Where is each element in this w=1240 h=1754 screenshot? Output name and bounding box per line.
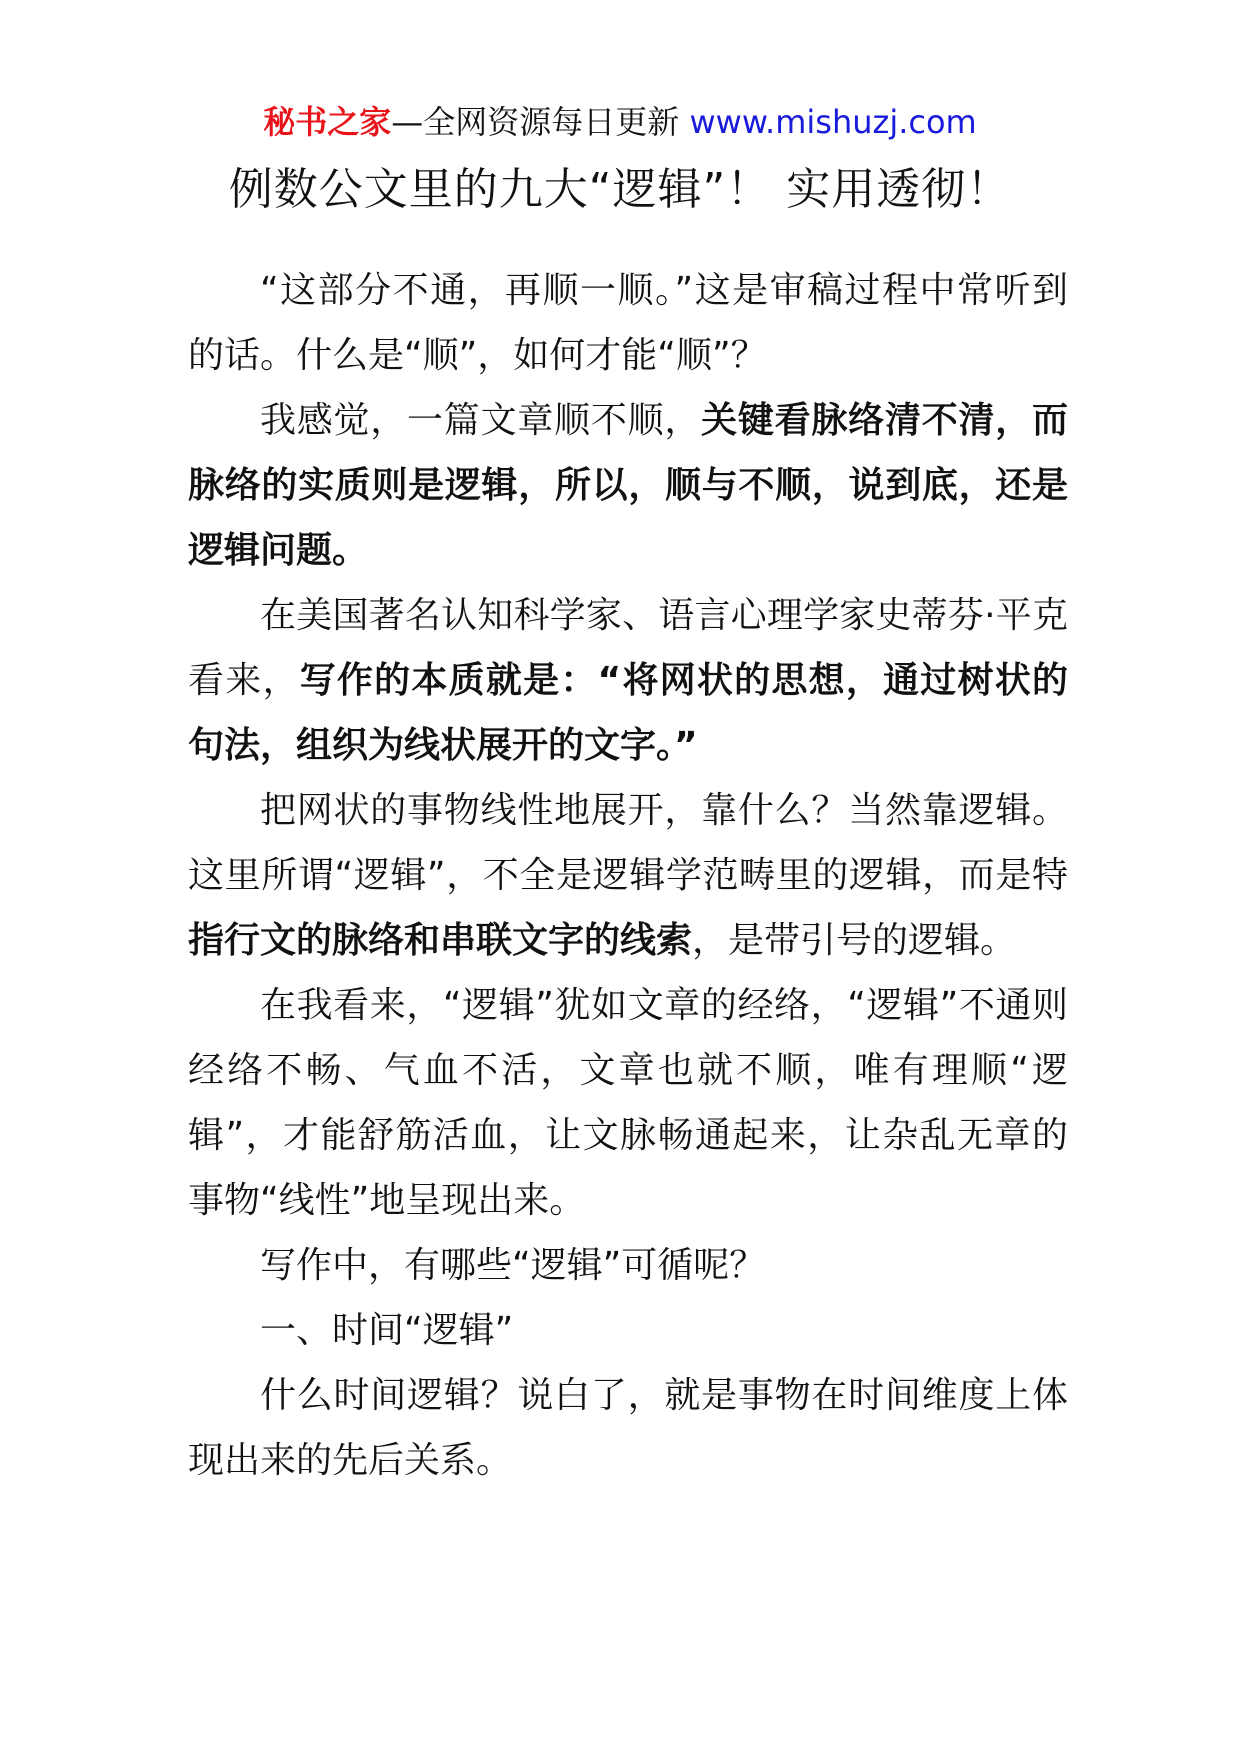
paragraph-4 bbox=[188, 778, 1068, 973]
document-title: 例数公文里的九大“逻辑”！ 实用透彻！ bbox=[228, 164, 1012, 215]
section-1-heading: 一、时间“逻辑” bbox=[260, 1310, 514, 1351]
paragraph-2-emphasis: 关键看脉络清不清，而脉络的实质则是逻辑，所以，顺与不顺，说到底，还是逻辑问题。 bbox=[188, 400, 1068, 571]
paragraph-7: 什么时间逻辑？说白了，就是事物在时间维度上体现出来的先后关系。 bbox=[188, 1375, 1068, 1481]
paragraph-2 bbox=[188, 388, 1068, 583]
paragraph-2-lead: 我感觉，一篇文章顺不顺， bbox=[260, 400, 702, 441]
paragraph-5: 在我看来，“逻辑”犹如文章的经络，“逻辑”不通则经络不畅、气血不活，文章也就不顺，唯有理顺“逻辑”，才能舒筋活血，让文脉畅通起来，让杂乱无章的事物“线性”地呈现出来。 bbox=[188, 985, 1068, 1221]
site-header bbox=[0, 100, 1240, 144]
header-tagline: —全网资源每日更新 bbox=[391, 103, 690, 141]
paragraph-6: 写作中，有哪些“逻辑”可循呢？ bbox=[260, 1245, 766, 1286]
paragraph-4-lead: 把网状的事物线性地展开，靠什么？当然靠逻辑。这里所谓“逻辑”，不全是逻辑学范畴里的逻辑，而是特 bbox=[188, 790, 1068, 896]
paragraph-3 bbox=[188, 583, 1068, 778]
brand-name: 秘书之家 bbox=[263, 103, 392, 141]
site-url-link[interactable]: www.mishuzj.com bbox=[689, 103, 977, 141]
paragraph-1: “这部分不通，再顺一顺。”这是审稿过程中常听到的话。什么是“顺”，如何才能“顺”？ bbox=[188, 270, 1068, 376]
paragraph-4-tail: ，是带引号的逻辑。 bbox=[692, 920, 1017, 961]
paragraph-3-emphasis: 写作的本质就是：“将网状的思想，通过树状的句法，组织为线状展开的文字。” bbox=[188, 660, 1068, 766]
article-body bbox=[188, 258, 1068, 1493]
paragraph-3-lead: 在美国著名认知科学家、语言心理学家史蒂芬·平克看来， bbox=[188, 595, 1068, 701]
paragraph-4-emphasis: 指行文的脉络和串联文字的线索 bbox=[188, 920, 693, 961]
